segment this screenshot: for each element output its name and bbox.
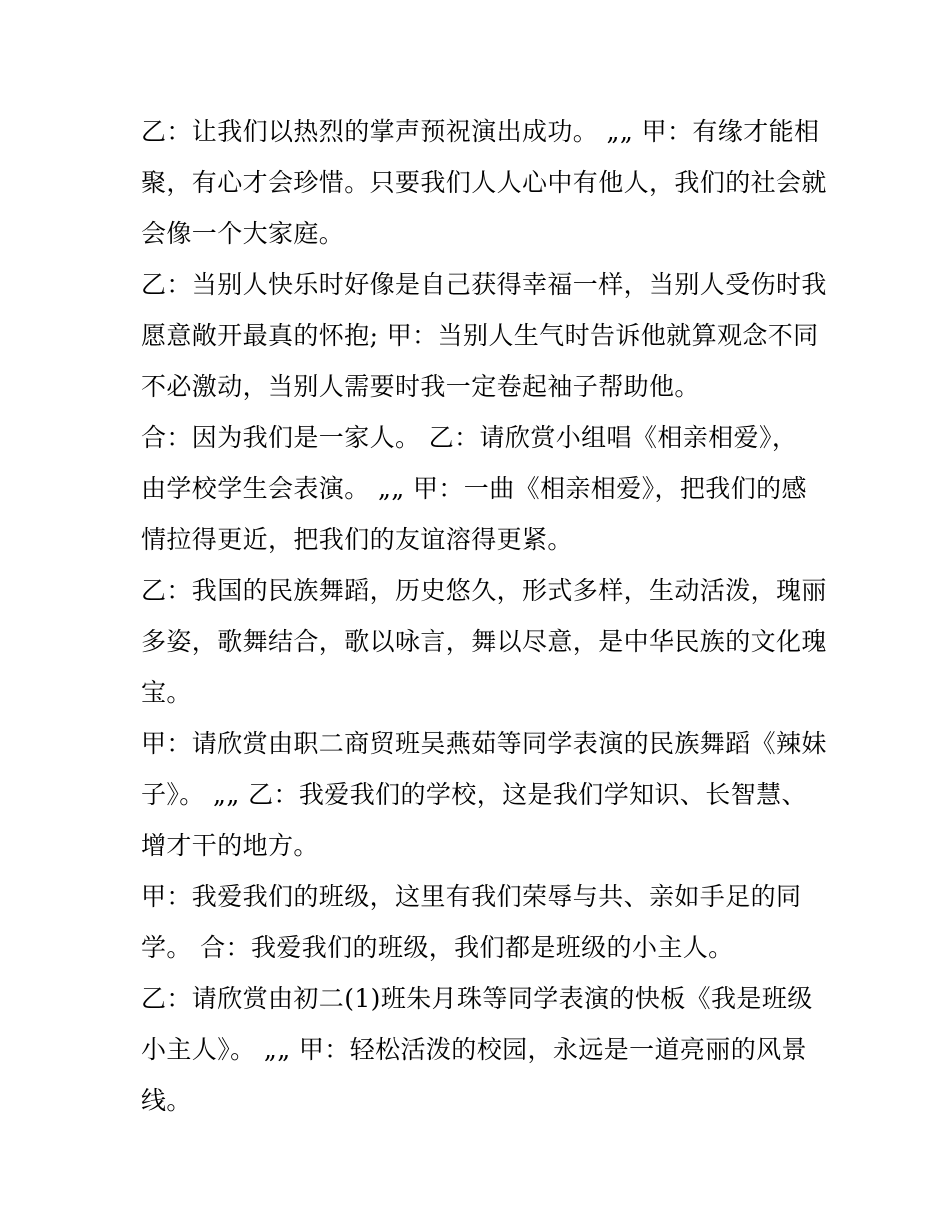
text-line: 不必激动，当别人需要时我一定卷起袖子帮助他。	[141, 372, 700, 401]
text-line: 合：因为我们是一家人。 乙：请欣赏小组唱《相亲相爱》，	[141, 423, 798, 452]
document-body	[141, 106, 827, 1126]
text-line: 多姿，歌舞结合，歌以咏言，舞以尽意，是中华民族的文化瑰	[141, 627, 827, 656]
text-line: 子》。 „„ 乙：我爱我们的学校，这是我们学知识、长智慧、	[141, 780, 807, 809]
text-line: 乙：当别人快乐时好像是自己获得幸福一样，当别人受伤时我	[141, 270, 827, 299]
text-line: 会像一个大家庭。	[141, 219, 345, 248]
text-line: 乙：我国的民族舞蹈，历史悠久，形式多样，生动活泼，瑰丽	[141, 576, 827, 605]
text-line: 乙：请欣赏由初二(1)班朱月珠等同学表演的快板《我是班级	[141, 984, 813, 1013]
text-line: 学。 合：我爱我们的班级，我们都是班级的小主人。	[141, 933, 734, 962]
text-line: 愿意敞开最真的怀抱; 甲：当别人生气时告诉他就算观念不同	[141, 321, 819, 350]
text-line: 情拉得更近，把我们的友谊溶得更紧。	[141, 525, 573, 554]
text-line: 甲：请欣赏由职二商贸班吴燕茹等同学表演的民族舞蹈《辣妹	[141, 729, 827, 758]
text-line: 甲：我爱我们的班级，这里有我们荣辱与共、亲如手足的同	[141, 882, 802, 911]
text-line: 宝。	[141, 678, 192, 707]
text-line: 聚，有心才会珍惜。只要我们人人心中有他人，我们的社会就	[141, 168, 827, 197]
text-line: 小主人》。 „„ 甲：轻松活泼的校园，永远是一道亮丽的风景	[141, 1035, 807, 1064]
text-line: 增才干的地方。	[141, 831, 319, 860]
text-line: 线。	[141, 1086, 192, 1115]
text-line: 乙：让我们以热烈的掌声预祝演出成功。 „„ 甲：有缘才能相	[141, 117, 820, 146]
text-line: 由学校学生会表演。 „„ 甲：一曲《相亲相爱》，把我们的感	[141, 474, 807, 503]
